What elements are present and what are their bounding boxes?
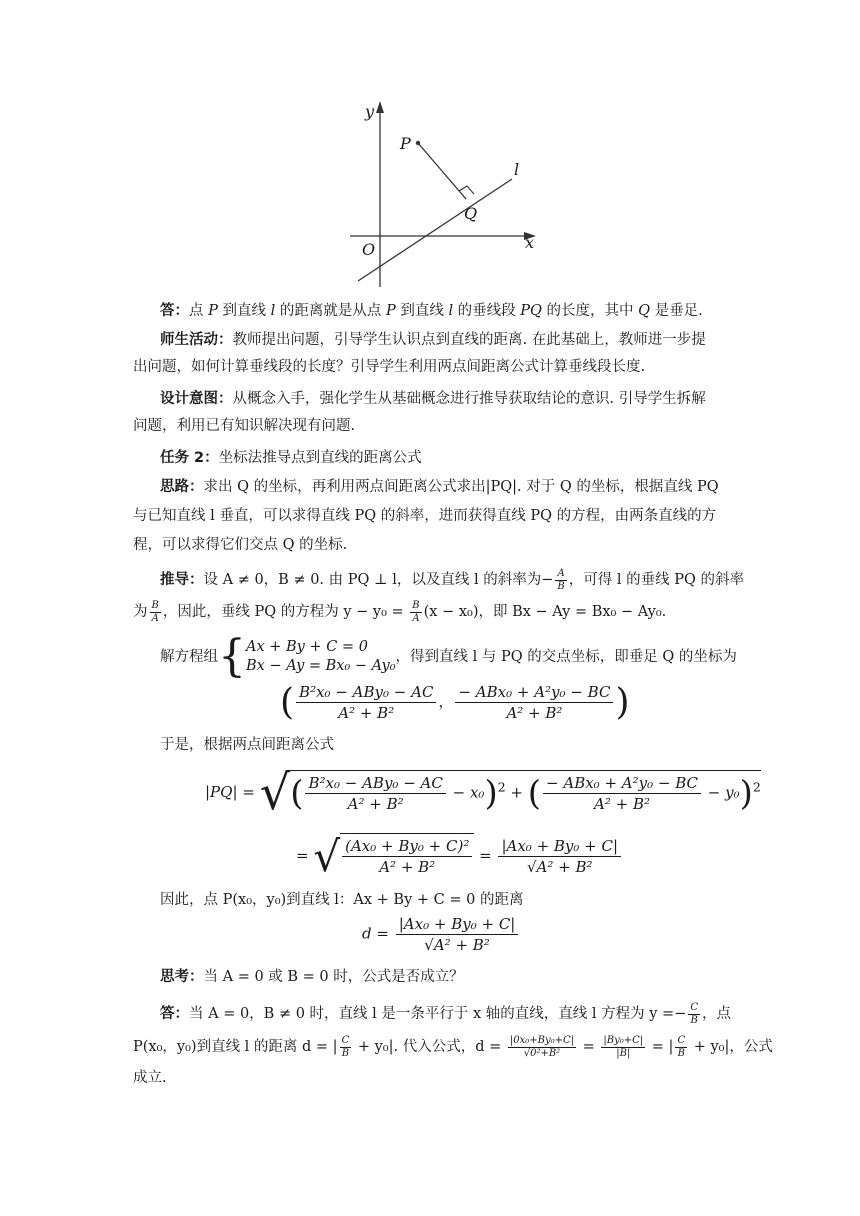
frac-num: B²x₀ − ABy₀ − AC — [305, 773, 445, 794]
answer2-text: 当 A = 0，B ≠ 0 时，直线 l 是一条平行于 x 轴的直线，直线 l 方程为 y =− — [189, 1006, 687, 1022]
task2-heading — [160, 444, 735, 473]
coord-y-fraction — [455, 682, 613, 723]
coordinate-figure — [320, 95, 550, 295]
derive-text: 设 A ≠ 0，B ≠ 0. 由 PQ ⊥ l，以及直线 l 的斜率为− — [203, 572, 554, 588]
term2-fraction — [543, 773, 701, 814]
label-origin: O — [362, 240, 376, 259]
think-label: 思考： — [160, 969, 204, 985]
sub-fraction — [508, 1035, 576, 1060]
distance-formula-2: = √ $\frac{\text{(Ax₀ + By₀ + C)²}}{\text{A² + B²}}$ = $\frac{\text{|Ax₀ + By₀ + C|}}{\text{√A² + B²}}$ — [296, 832, 623, 881]
slope-fraction — [555, 568, 566, 593]
pq-lhs: |PQ| = — [205, 783, 255, 801]
equation-2: Bx − Ay = Bx₀ − Ay₀ — [246, 658, 396, 674]
derive-text: 为 — [133, 604, 148, 620]
frac-num: B²x₀ − ABy₀ − AC — [296, 682, 436, 703]
answer1-label: 答： — [160, 303, 189, 319]
cb-fraction — [688, 1002, 700, 1027]
frac-den: B — [690, 1014, 698, 1026]
answer2-line-1 — [160, 1000, 735, 1029]
activity-label: 师生活动： — [160, 332, 233, 348]
frac-den: √A² + B² — [526, 858, 593, 876]
answer2-text: + y₀|，公式 — [689, 1039, 773, 1055]
answer2-text: + y₀|. 代入公式，d = — [353, 1039, 506, 1055]
answer2-line-3: 成立. — [133, 1070, 167, 1086]
cb-fraction — [675, 1035, 687, 1060]
answer1-text: 点 — [189, 303, 209, 319]
coord-x-fraction — [296, 682, 436, 723]
label-p: P — [400, 134, 411, 153]
idea-line-3: 程，可以求得它们交点 Q 的坐标. — [133, 537, 348, 553]
frac-den: A — [151, 612, 159, 624]
design-label: 设计意图： — [160, 391, 233, 407]
derive-text: ，因此，垂线 PQ 的方程为 y − y₀ = — [162, 604, 409, 620]
frac-den: A² + B² — [338, 704, 395, 722]
derive-line-2 — [133, 598, 708, 627]
answer2-label: 答： — [160, 1006, 189, 1022]
step2-result-fraction — [498, 836, 621, 877]
radicand: ( $\frac{\text{B²x₀ − ABy₀ − AC}}{\text{A² + B²}}$ − x₀)$^2$ + ( $\frac{\text{− ABx₀ + A²y₀ − BC}}{\text{A² + B²}}$ − y₀)$^2$ — [290, 770, 761, 814]
math-p: P — [208, 303, 218, 319]
frac-num: A — [557, 567, 565, 579]
frac-den: √0²+B² — [523, 1047, 561, 1059]
task2-title: 坐标法推导点到直线的距离公式 — [218, 450, 422, 466]
answer1-text: 的垂线段 — [453, 303, 521, 319]
frac-den: A² + B² — [594, 794, 651, 813]
cb-fraction — [340, 1035, 352, 1060]
answer1-text: 是垂足. — [650, 303, 703, 319]
frac-num: B — [151, 599, 159, 611]
solve-line — [160, 631, 737, 682]
answer1-text: 到直线 — [395, 303, 449, 319]
equation-system — [246, 638, 396, 676]
frac-num: C — [677, 1034, 686, 1046]
design-line-2: 问题，利用已有知识解决现有问题. — [133, 418, 356, 434]
term1-fraction — [305, 773, 445, 814]
equation-1: Ax + By + C = 0 — [246, 639, 368, 655]
point-p-dot — [416, 141, 420, 145]
math-p: P — [385, 303, 396, 319]
ba-fraction — [150, 600, 161, 625]
d-lhs: d = — [362, 924, 389, 943]
frac-den: A² + B² — [506, 704, 563, 722]
derive-line-1 — [160, 566, 744, 595]
answer1-text: 到直线 — [217, 303, 271, 319]
math-l: l — [270, 303, 276, 319]
frac-den: A² + B² — [347, 794, 404, 813]
frac-den: A — [412, 612, 420, 624]
idea-line-2: 与已知直线 l 垂直，可以求得直线 PQ 的斜率，进而获得直线 PQ 的方程，由两条直线的方 — [133, 508, 717, 524]
frac-num: |By₀+C| — [603, 1034, 644, 1046]
frac-num: (Ax₀ + By₀ + C)² — [342, 836, 472, 857]
activity-line-2: 出问题，如何计算垂线段的长度？引导学生利用两点间距离公式计算垂线段长度. — [133, 359, 646, 375]
ba-fraction — [410, 600, 421, 625]
solve-suffix: ，得到直线 l 与 PQ 的交点坐标，即垂足 Q 的坐标为 — [395, 649, 737, 665]
derive-text: (x − x₀)，即 Bx − Ay = Bx₀ − Ay₀. — [423, 604, 667, 620]
think-text: 当 A = 0 或 B = 0 时，公式是否成立？ — [203, 969, 464, 985]
frac-num: − ABx₀ + A²y₀ − BC — [543, 773, 701, 794]
final-fraction — [396, 914, 519, 955]
y-axis-arrow — [376, 101, 384, 113]
line-l — [358, 179, 512, 281]
answer1-text: 的长度，其中 — [541, 303, 639, 319]
design-text: 从概念入手，强化学生从基础概念进行推导获取结论的意识. 引导学生拆解 — [232, 391, 706, 407]
answer2-text: = | — [647, 1039, 674, 1055]
brace: { — [218, 631, 246, 682]
frac-num: B — [412, 599, 420, 611]
frac-den: B — [557, 580, 565, 592]
derive-text: ，可得 l 的垂线 PQ 的斜率 — [568, 572, 744, 588]
answer1-paragraph — [160, 297, 735, 326]
activity-text: 教师提出问题，引导学生认识点到直线的距离. 在此基础上，教师进一步提 — [232, 332, 706, 348]
term2-sub: − y₀ — [703, 783, 740, 801]
sub-fraction-2 — [601, 1035, 645, 1060]
answer2-text: = — [578, 1039, 600, 1055]
term1-sub: − x₀ — [447, 783, 485, 801]
design-line-1 — [160, 385, 735, 414]
label-x: x — [525, 233, 535, 252]
idea-text: 求出 Q 的坐标，再利用两点间距离公式求出|PQ|. 对于 Q 的坐标，根据直线 PQ — [203, 479, 719, 495]
foot-coordinate: ( $\frac{\text{B²x₀ − ABy₀ − AC}}{\text{A² + B²}}$ ， $\frac{\text{− ABx₀ + A²y₀ − BC}}{\text{A² + B²}}$ ) — [280, 682, 630, 723]
step2-fraction — [342, 836, 472, 877]
label-q: Q — [464, 204, 478, 223]
task2-label: 任务 2： — [160, 450, 219, 466]
frac-num: − ABx₀ + A²y₀ − BC — [455, 682, 613, 703]
frac-den: √A² + B² — [424, 936, 490, 954]
math-pq: PQ — [520, 303, 542, 319]
frac-num: C — [341, 1034, 350, 1046]
derive-label: 推导： — [160, 572, 204, 588]
math-l: l — [448, 303, 454, 319]
answer2-text: P(x₀，y₀)到直线 l 的距离 d = | — [133, 1039, 338, 1055]
distance-formula-1: |PQ| = √( $\frac{\text{B²x₀ − ABy₀ − AC}}{\text{A² + B²}}$ − x₀)$^2$ + ( $\frac{\text{− ABx₀ + A²y₀ − BC}}{\text{A² + B²}}$ − y₀)$^2$ — [205, 765, 761, 821]
activity-line-1 — [160, 326, 735, 355]
think-line — [160, 963, 735, 992]
distance-formula-final — [362, 914, 520, 955]
radicand-2 — [340, 833, 474, 877]
idea-label: 思路： — [160, 479, 204, 495]
answer2-line-2 — [133, 1033, 773, 1062]
idea-line-1 — [160, 473, 735, 502]
frac-num: |Ax₀ + By₀ + C| — [396, 914, 519, 935]
label-l: l — [514, 160, 520, 179]
conclusion-text: 因此，点 P(x₀，y₀)到直线 l：Ax + By + C = 0 的距离 — [160, 892, 524, 908]
solve-prefix: 解方程组 — [160, 649, 218, 665]
math-q: Q — [638, 303, 651, 319]
frac-den: B — [341, 1047, 350, 1059]
answer2-text: ，点 — [702, 1006, 732, 1022]
label-y: y — [365, 102, 375, 121]
answer1-text: 的距离就是从点 — [275, 303, 386, 319]
frac-num: |Ax₀ + By₀ + C| — [498, 836, 621, 857]
frac-den: A² + B² — [379, 858, 436, 876]
frac-num: |0x₀+By₀+C| — [509, 1034, 575, 1046]
distance-intro: 于是，根据两点间距离公式 — [160, 737, 334, 753]
frac-num: C — [690, 1001, 699, 1013]
frac-den: B — [677, 1047, 685, 1059]
frac-den: |B| — [616, 1047, 631, 1059]
